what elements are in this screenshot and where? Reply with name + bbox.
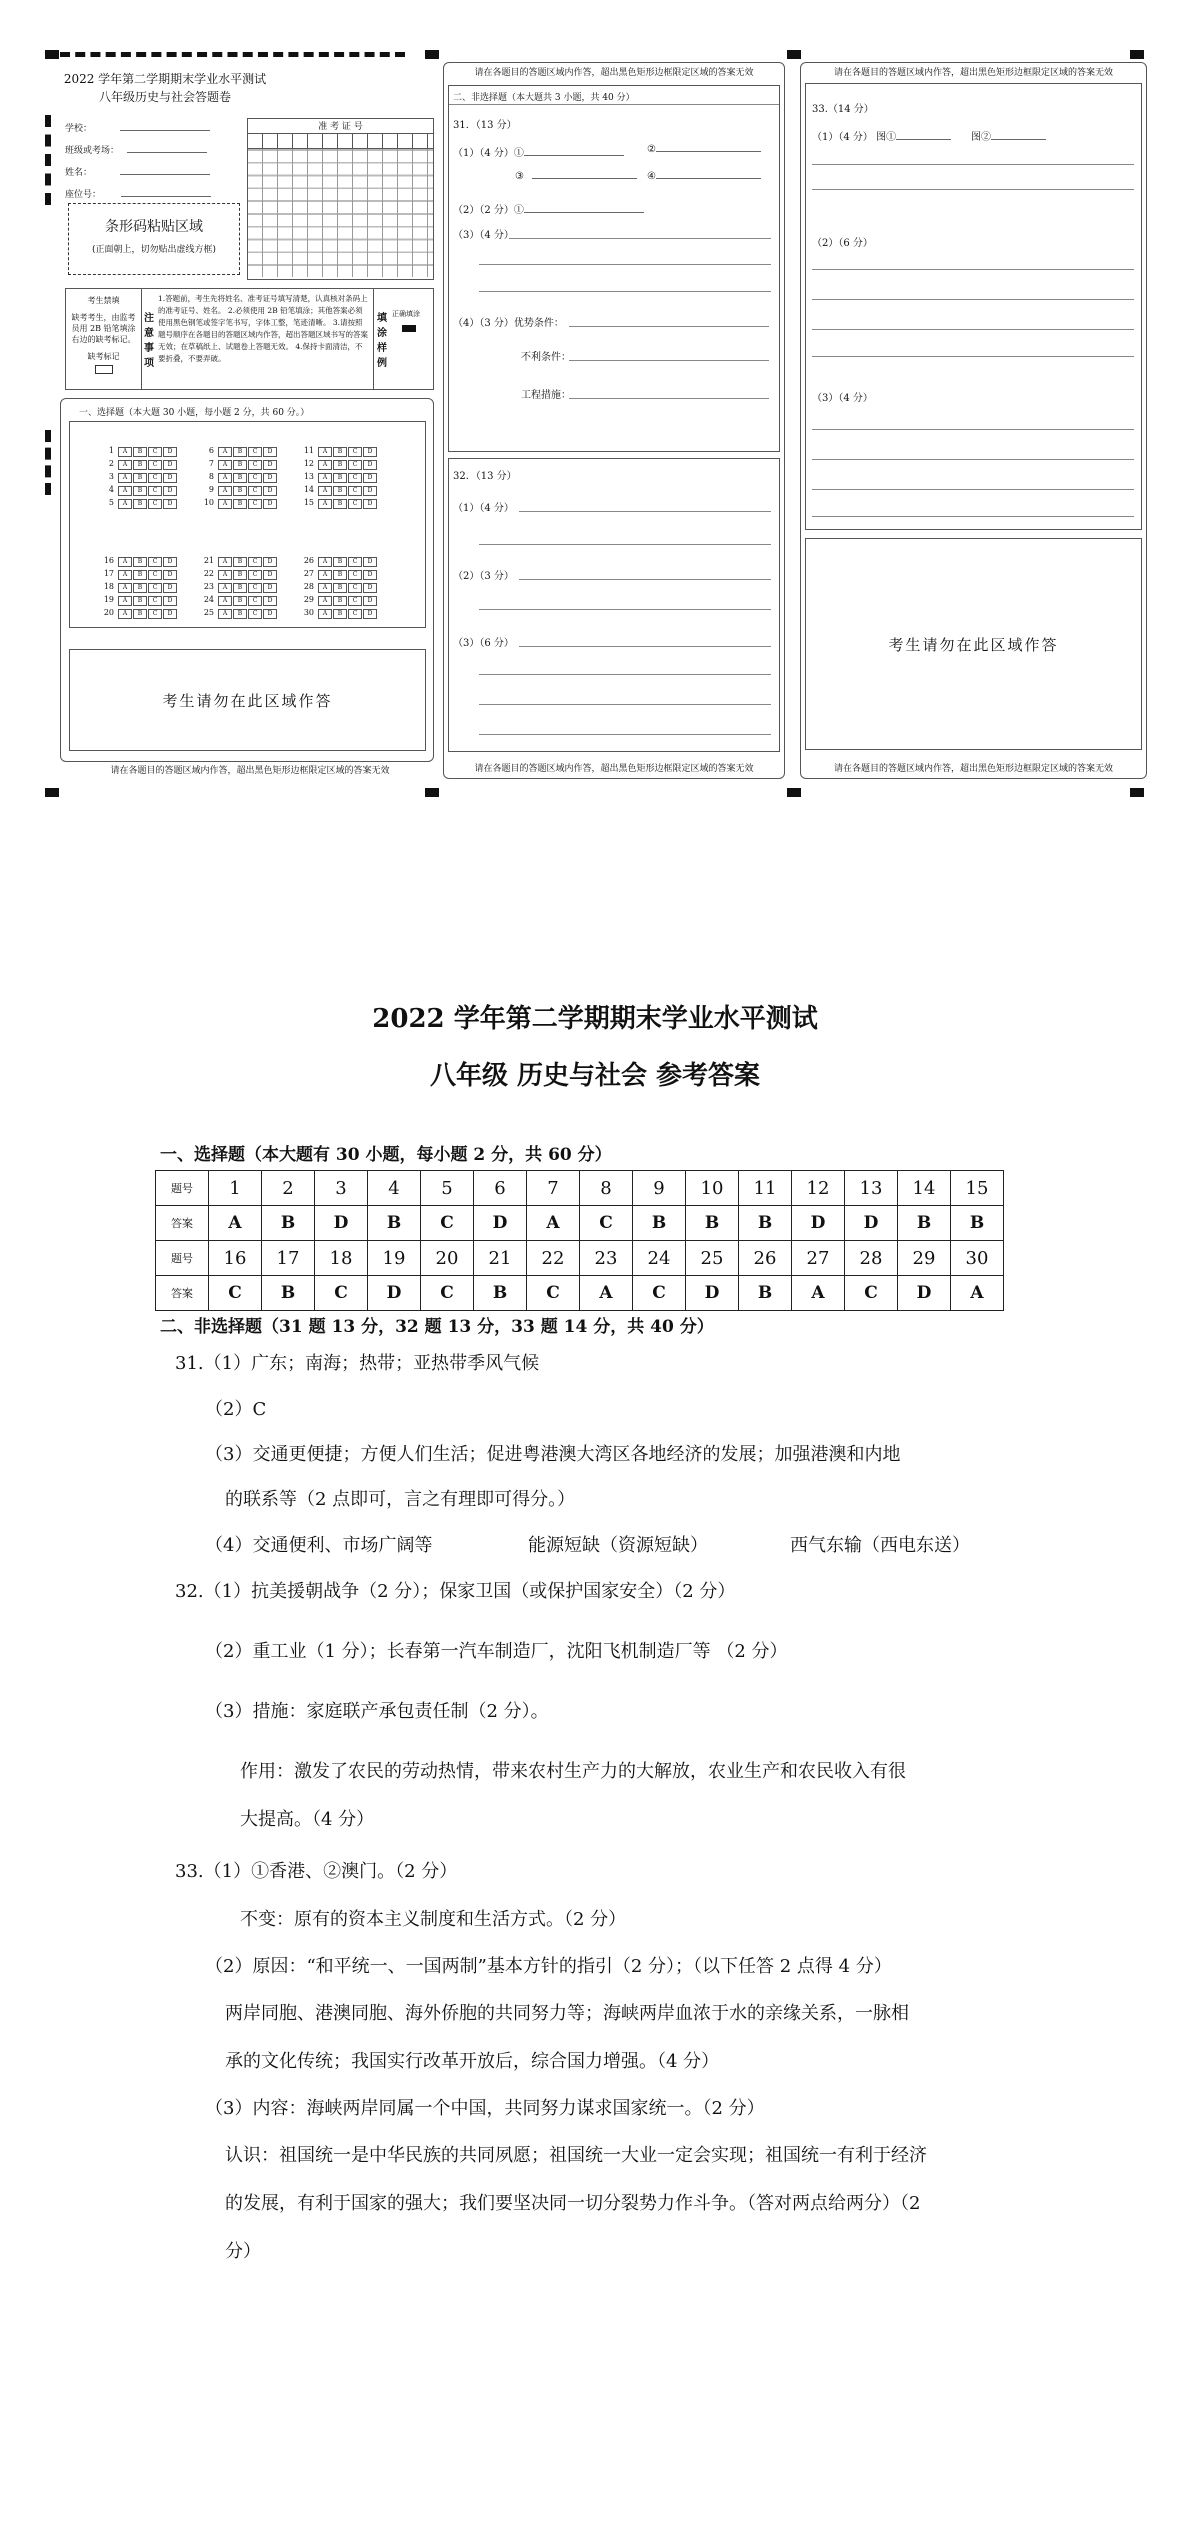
answer-bubble[interactable]: A (318, 473, 332, 483)
table-row: 答案 C B C D C B C A C D B A C D A (156, 1276, 1004, 1311)
corner-marker (1130, 50, 1144, 59)
answer-bubble[interactable]: D (363, 596, 377, 606)
answer-bubble[interactable]: C (248, 447, 262, 457)
answer-bubble[interactable]: D (163, 570, 177, 580)
answer-bubble[interactable]: D (363, 486, 377, 496)
answer-bubble[interactable]: B (133, 447, 147, 457)
answer-line: 的发展，有利于国家的强大；我们要坚决同一切分裂势力作斗争。（答对两点给两分）（2 (225, 2193, 921, 2214)
answer-line: （3）措施：家庭联产承包责任制（2 分）。 (205, 1701, 549, 1722)
exam-number-label: 准 考 证 号 (248, 119, 433, 134)
corner-marker (45, 788, 59, 797)
answer-bubble[interactable]: C (148, 583, 162, 593)
answer-bubble[interactable]: A (218, 596, 232, 606)
answer-bubble[interactable]: D (263, 447, 277, 457)
answer-bubble[interactable]: A (118, 447, 132, 457)
timing-track (60, 52, 405, 57)
answer-line: 32.（1）抗美援朝战争（2 分）；保家卫国（或保护国家安全）（2 分） (175, 1581, 736, 1602)
answer-bubble[interactable]: B (233, 447, 247, 457)
answer-bubble[interactable]: C (148, 609, 162, 619)
mc-block[interactable]: 16 A B C D 17 A B C D 18 A B C D 19 A B C D 20 A B C D (98, 554, 178, 619)
answer-bubble[interactable]: B (133, 609, 147, 619)
answer-bubble[interactable]: D (363, 583, 377, 593)
section-1-heading: 一、选择题（本大题有 30 小题，每小题 2 分，共 60 分） (160, 1145, 612, 1165)
answer-line: 承的文化传统；我国实行改革开放后，综合国力增强。（4 分） (225, 2051, 720, 2072)
answer-line: 大提高。（4 分） (240, 1809, 375, 1830)
answer-bubble[interactable]: B (333, 583, 347, 593)
answer-bubble[interactable]: A (318, 460, 332, 470)
answer-bubble[interactable]: C (348, 486, 362, 496)
no-answer-zone: 考生请勿在此区域作答 (805, 538, 1142, 750)
answer-bubble[interactable]: A (218, 570, 232, 580)
barcode-area: 条形码粘贴区域 (正面朝上，切勿贴出虚线方框) (68, 203, 240, 275)
absent-mark-box[interactable] (95, 365, 113, 374)
corner-marker (787, 788, 801, 797)
answer-bubble[interactable]: D (363, 447, 377, 457)
answer-bubble[interactable]: D (163, 499, 177, 509)
mc-block[interactable]: 1 A B C D 2 A B C D 3 A B C D 4 A B C D 5 A B C D (98, 444, 178, 509)
answer-line: 不变：原有的资本主义制度和生活方式。（2 分） (240, 1909, 627, 1930)
answer-bubble[interactable]: B (133, 499, 147, 509)
corner-marker (787, 50, 801, 59)
answer-bubble[interactable]: A (318, 499, 332, 509)
answer-bubble[interactable]: A (318, 486, 332, 496)
answer-bubble[interactable]: A (118, 473, 132, 483)
answer-bubble[interactable]: D (163, 447, 177, 457)
answer-bubble[interactable]: A (118, 460, 132, 470)
answer-bubble[interactable]: B (333, 473, 347, 483)
answer-bubble[interactable]: D (263, 557, 277, 567)
answer-bubble[interactable]: D (363, 609, 377, 619)
answer-bubble[interactable]: C (248, 609, 262, 619)
answer-bubble[interactable]: B (233, 460, 247, 470)
answer-bubble[interactable]: B (133, 486, 147, 496)
answer-bubble[interactable]: B (133, 460, 147, 470)
notice-box: 考生禁填 缺考考生，由监考员用 2B 铅笔填涂右边的缺考标记。 缺考标记 注意事项 1.答题前，考生先将姓名、准考证号填写清楚，认真核对条码上的准考证号、姓名。 2.必须使用 2B 铅笔填涂；其他答案必须使用黑色钢笔或签字笔书写，字体工整，笔迹清晰。 3.请按照题号顺序在各题目的答题区域内作答，超出答题区域书写的答案无效；在草稿纸上、试题卷上答题无效。 4.保持卡面清洁，不要折叠，不要弄破。 填涂样例 正确填涂 (65, 288, 434, 390)
answer-bubble[interactable]: B (333, 570, 347, 580)
answer-bubble[interactable]: D (163, 557, 177, 567)
answer-bubble[interactable]: A (118, 486, 132, 496)
q31-box[interactable]: 二、非选择题（本大题共 3 小题，共 40 分） 31．（13 分） （1）（4 分）① ② ③ ④ （2）（2 分）① （3）（4 分） （4）（3 分）优势条件： 不利条件： 工程措施： (448, 85, 780, 452)
answer-subtitle: 八年级 历史与社会 参考答案 (429, 1061, 761, 1091)
answer-bubble[interactable]: B (233, 486, 247, 496)
answer-bubble[interactable]: D (163, 460, 177, 470)
corner-marker (1130, 788, 1144, 797)
answer-line: 两岸同胞、港澳同胞、海外侨胞的共同努力等；海峡两岸血浓于水的亲缘关系，一脉相 (225, 2003, 909, 2024)
sample-filled-bubble (402, 325, 416, 332)
notes-text: 1.答题前，考生先将姓名、准考证号填写清楚，认真核对条码上的准考证号、姓名。 2.必须使用 2B 铅笔填涂；其他答案必须使用黑色钢笔或签字笔书写，字体工整，笔迹清晰。 3.请按照题号顺序在各题目的答题区域内作答，超出答题区域书写的答案无效；在草稿纸上、试题卷上答题无效。 4.保持卡面清洁，不要折叠，不要弄破。 (158, 294, 368, 363)
exam-number-grid[interactable] (247, 118, 434, 280)
answer-bubble[interactable]: C (248, 596, 262, 606)
answer-bubble[interactable]: A (218, 460, 232, 470)
answer-bubble[interactable]: C (348, 460, 362, 470)
answer-line: （3）内容：海峡两岸同属一个中国，共同努力谋求国家统一。（2 分） (205, 2098, 765, 2119)
q32-box[interactable]: 32．（13 分） （1）（4 分） （2）（3 分） （3）（6 分） (448, 458, 780, 752)
timing-track (45, 430, 51, 495)
answer-bubble[interactable]: D (263, 499, 277, 509)
answer-bubble[interactable]: A (318, 609, 332, 619)
answer-bubble[interactable]: B (233, 557, 247, 567)
answer-bubble[interactable]: B (233, 583, 247, 593)
answer-bubble[interactable]: D (163, 486, 177, 496)
section-2-heading: 二、非选择题（31 题 13 分，32 题 13 分，33 题 14 分，共 40 分） (160, 1317, 714, 1337)
student-fields (65, 118, 211, 206)
answer-bubble[interactable]: A (218, 499, 232, 509)
q33-box[interactable]: 33.（14 分） （1）（4 分） 图① 图② （2）（6 分） （3）（4 分） (805, 83, 1142, 530)
answer-bubble[interactable]: A (318, 583, 332, 593)
answer-bubble[interactable]: B (333, 447, 347, 457)
answer-bubble[interactable]: B (333, 557, 347, 567)
sheet-header (40, 70, 290, 106)
answer-bubble[interactable]: C (148, 460, 162, 470)
answer-title: 2022 学年第二学期期末学业水平测试 (372, 1004, 818, 1034)
answer-bubble[interactable]: C (148, 596, 162, 606)
answer-bubble[interactable]: C (248, 473, 262, 483)
answer-bubble[interactable]: C (248, 583, 262, 593)
answer-bubble[interactable]: C (348, 557, 362, 567)
answer-bubble[interactable]: C (148, 447, 162, 457)
answer-bubble[interactable]: D (263, 486, 277, 496)
answer-bubble[interactable]: C (348, 499, 362, 509)
answer-bubble[interactable]: B (133, 583, 147, 593)
answer-line: （2）C (205, 1399, 267, 1420)
corner-marker (425, 788, 439, 797)
answer-bubble[interactable]: A (118, 557, 132, 567)
mc-block[interactable]: 11 A B C D 12 A B C D 13 A B C D 14 A B C D 15 A B C D (298, 444, 378, 509)
answer-line: 33.（1）①香港、②澳门。（2 分） (175, 1861, 458, 1882)
mc-block[interactable]: 21 A B C D 22 A B C D 23 A B C D 24 A B C D 25 A B C D (198, 554, 278, 619)
answer-bubble[interactable]: A (118, 570, 132, 580)
answer-bubble[interactable]: A (118, 499, 132, 509)
answer-bubble[interactable]: B (333, 460, 347, 470)
answer-bubble[interactable]: A (118, 596, 132, 606)
answer-bubble[interactable]: B (333, 596, 347, 606)
answer-bubble[interactable]: B (233, 609, 247, 619)
table-row: 答案 A B D B C D A C B B B D D B B (156, 1206, 1004, 1241)
answer-line: 分） (225, 2241, 261, 2262)
answer-bubble[interactable]: C (348, 583, 362, 593)
answer-line: （2）重工业（1 分）；长春第一汽车制造厂，沈阳飞机制造厂等 （2 分） (205, 1641, 788, 1662)
mc-column (60, 398, 434, 762)
answer-bubble[interactable]: D (263, 596, 277, 606)
answer-bubble[interactable]: C (348, 570, 362, 580)
column-3: 请在各题目的答题区域内作答，超出黑色矩形边框限定区域的答案无效 33.（14 分） （1）（4 分） 图① 图② （2）（6 分） （3）（4 分） 考生请勿在此区域作答 请在各题目的答题区域内作答，超出黑色矩形边框限定区域的答案无效 (800, 62, 1147, 779)
answer-table (155, 1170, 1004, 1311)
answer-bubble[interactable]: C (248, 570, 262, 580)
corner-marker (45, 50, 59, 59)
answer-bubble[interactable]: C (148, 499, 162, 509)
answer-bubble[interactable]: C (148, 570, 162, 580)
answer-line: 西气东输（西电东送） (790, 1535, 970, 1556)
answer-bubble[interactable]: B (333, 486, 347, 496)
answer-bubble[interactable]: D (163, 583, 177, 593)
answer-bubble[interactable]: D (163, 596, 177, 606)
answer-bubble[interactable]: D (363, 557, 377, 567)
answer-line: （3）交通更便捷；方便人们生活；促进粤港澳大湾区各地经济的发展；加强港澳和内地 (205, 1444, 901, 1465)
answer-bubble[interactable]: C (148, 473, 162, 483)
field-class[interactable]: 班级或考场： (65, 140, 211, 162)
answer-line: 作用：激发了农民的劳动热情，带来农村生产力的大解放，农业生产和农民收入有很 (240, 1761, 906, 1782)
answer-bubble[interactable]: D (263, 473, 277, 483)
answer-bubble[interactable]: C (348, 473, 362, 483)
mc-block[interactable]: 26 A B C D 27 A B C D 28 A B C D 29 A B C D 30 A B C D (298, 554, 378, 619)
answer-line: （2）原因：“和平统一、一国两制”基本方针的指引（2 分）；（以下任答 2 点得 4 分） (205, 1956, 892, 1977)
answer-bubble[interactable]: D (363, 473, 377, 483)
answer-bubble[interactable]: D (163, 473, 177, 483)
answer-bubble[interactable]: B (233, 570, 247, 580)
table-row: 题号 1 2 3 4 5 6 7 8 9 10 11 12 13 14 15 (156, 1171, 1004, 1206)
answer-bubble[interactable]: A (218, 609, 232, 619)
answer-bubble[interactable]: B (233, 596, 247, 606)
answer-line: 的联系等（2 点即可，言之有理即可得分。） (225, 1489, 576, 1510)
answer-sheet (40, 40, 1150, 800)
answer-bubble[interactable]: D (163, 609, 177, 619)
answer-bubble[interactable]: A (218, 557, 232, 567)
mc-bubble-area[interactable] (69, 421, 426, 628)
answer-line: 认识：祖国统一是中华民族的共同夙愿；祖国统一大业一定会实现；祖国统一有利于经济 (225, 2145, 927, 2166)
answer-bubble[interactable]: D (263, 570, 277, 580)
answer-bubble[interactable]: A (318, 447, 332, 457)
sheet-subtitle: 八年级历史与社会答题卷 (98, 90, 231, 104)
answer-bubble[interactable]: C (148, 486, 162, 496)
answer-bubble[interactable]: C (248, 499, 262, 509)
answer-bubble[interactable]: B (333, 499, 347, 509)
answer-bubble[interactable]: A (318, 596, 332, 606)
answer-bubble[interactable]: C (248, 460, 262, 470)
answer-line: 31.（1）广东；南海；热带；亚热带季风气候 (175, 1353, 540, 1374)
answer-bubble[interactable]: C (248, 557, 262, 567)
answer-bubble[interactable]: B (133, 596, 147, 606)
answer-bubble[interactable]: C (348, 609, 362, 619)
bottom-notice: 请在各题目的答题区域内作答，超出黑色矩形边框限定区域的答案无效 (110, 766, 390, 776)
answer-bubble[interactable]: A (218, 583, 232, 593)
answer-line: （4）交通便利、市场广阔等 (205, 1535, 433, 1556)
sheet-title: 2022 学年第二学期期末学业水平测试 (63, 72, 267, 86)
field-school[interactable]: 学校： (65, 118, 211, 140)
answer-bubble[interactable]: A (118, 609, 132, 619)
answer-bubble[interactable]: D (363, 460, 377, 470)
answer-bubble[interactable]: C (348, 596, 362, 606)
no-answer-zone: 考生请勿在此区域作答 (69, 649, 426, 751)
answer-line: 能源短缺（资源短缺） (528, 1535, 708, 1556)
answer-bubble[interactable]: D (263, 583, 277, 593)
answer-bubble[interactable]: D (363, 499, 377, 509)
answer-bubble[interactable]: C (148, 557, 162, 567)
answer-bubble[interactable]: A (218, 447, 232, 457)
answer-bubble[interactable]: B (233, 499, 247, 509)
answer-bubble[interactable]: D (263, 460, 277, 470)
column-2: 请在各题目的答题区域内作答，超出黑色矩形边框限定区域的答案无效 二、非选择题（本大题共 3 小题，共 40 分） 31．（13 分） （1）（4 分）① ② ③ ④ （2）（2 分）① （3）（4 分） （4）（3 分）优势条件： 不利条件： 工程措施： 32．（13 分） （1）（4 分） （2）（3 分） （3）（6 分） 请在各题目的答题区域内作答，超出黑色矩形边框限定区域的答案无效 (443, 62, 785, 779)
answer-bubble[interactable]: B (133, 473, 147, 483)
timing-track (45, 115, 51, 205)
answer-bubble[interactable]: A (118, 583, 132, 593)
answer-bubble[interactable]: D (363, 570, 377, 580)
answer-bubble[interactable]: A (218, 473, 232, 483)
field-name[interactable]: 姓名： (65, 162, 211, 184)
answer-bubble[interactable]: B (233, 473, 247, 483)
answer-bubble[interactable]: B (133, 557, 147, 567)
answer-bubble[interactable]: A (318, 557, 332, 567)
mc-block[interactable]: 6 A B C D 7 A B C D 8 A B C D 9 A B C D 10 A B C D (198, 444, 278, 509)
answer-bubble[interactable]: C (348, 447, 362, 457)
answer-bubble[interactable]: D (263, 609, 277, 619)
answer-bubble[interactable]: B (133, 570, 147, 580)
answer-bubble[interactable]: A (318, 570, 332, 580)
answer-bubble[interactable]: A (218, 486, 232, 496)
corner-marker (425, 50, 439, 59)
mc-title: 一、选择题（本大题 30 小题，每小题 2 分，共 60 分。） (79, 408, 310, 418)
answer-bubble[interactable]: B (333, 609, 347, 619)
table-row: 题号 16 17 18 19 20 21 22 23 24 25 26 27 28 29 30 (156, 1241, 1004, 1276)
answer-bubble[interactable]: C (248, 486, 262, 496)
field-seat[interactable]: 座位号： (65, 184, 211, 206)
